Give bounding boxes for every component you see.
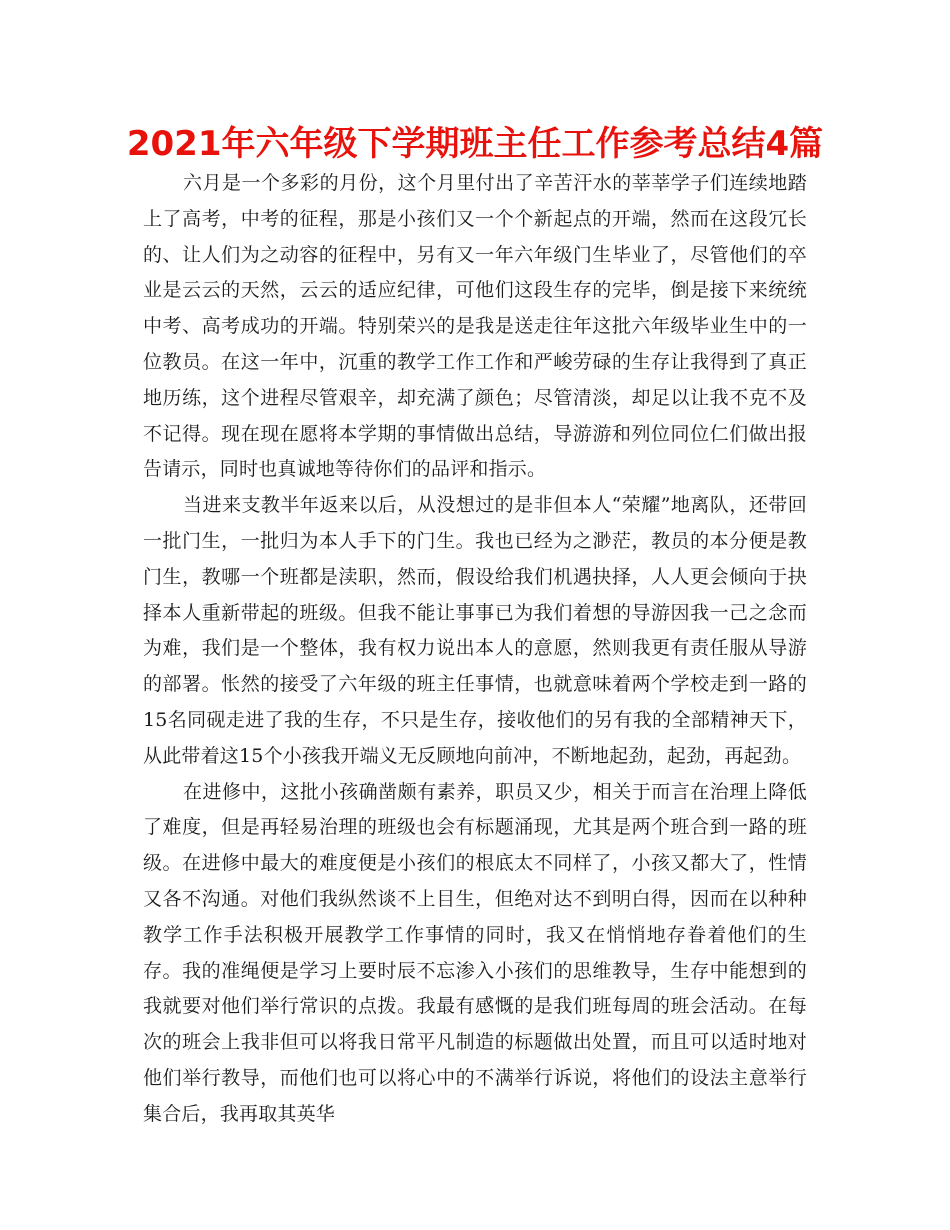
paragraph-2: 当进来支教半年返来以后，从没想过的是非但本人“荣耀”地离队，还带回一批门生，一批归为本人手下的门生。我也已经为之渺茫，教员的本分便是教门生，教哪一个班都是渎职，然而，假设给我们机遇抉择，人人更会倾向于抉择本人重新带起的班级。但我不能让事事已为我们着想的导游因我一己之念而为难，我们是一个整体，我有权力说出本人的意愿，然则我更有责任服从导游的部署。怅然的接受了六年级的班主任事情，也就意味着两个学校走到一路的15名同砚走进了我的生存，不只是生存，接收他们的另有我的全部精神天下，从此带着这15个小孩我开端义无反顾地向前冲，不断地起劲，起劲，再起劲。 — [143, 494, 807, 767]
paragraph-1: 六月是一个多彩的月份，这个月里付出了辛苦汗水的莘莘学子们连续地踏上了高考，中考的征程，那是小孩们又一个个新起点的开端，然而在这段冗长的、让人们为之动容的征程中，另有又一年六年级门生毕业了，尽管他们的卒业是云云的天然，云云的适应纪律，可他们这段生存的完毕，倒是接下来统统中考、高考成功的开端。特别荣兴的是我是送走往年这批六年级毕业生中的一位教员。在这一年中，沉重的教学工作工作和严峻劳碌的生存让我得到了真正地历练，这个进程尽管艰辛，却充满了颜色；尽管清淡，却足以让我不克不及不记得。现在现在愿将本学期的事情做出总结，导游游和列位同位仁们做出报告请示，同时也真诚地等待你们的品评和指示。 — [143, 172, 807, 481]
document-title: 2021年六年级下学期班主任工作参考总结4篇 — [126, 124, 824, 164]
document-body — [143, 166, 807, 1133]
paragraph-3: 在进修中，这批小孩确凿颇有素养，职员又少，相关于而言在治理上降低了难度，但是再轻易治理的班级也会有标题涌现，尤其是两个班合到一路的班级。在进修中最大的难度便是小孩们的根底太不同样了，小孩又都大了，性情又各不沟通。对他们我纵然谈不上目生，但绝对达不到明白得，因而在以种种教学工作手法积极开展教学工作事情的同时，我又在悄悄地存眷着他们的生存。我的准绳便是学习上要时辰不忘渗入小孩们的思维教导，生存中能想到的我就要对他们举行常识的点拨。我最有感慨的是我们班每周的班会活动。在每次的班会上我非但可以将我日常平凡制造的标题做出处置，而且可以适时地对他们举行教导，而他们也可以将心中的不满举行诉说，将他们的设法主意举行集合后，我再取其英华 — [143, 780, 807, 1125]
